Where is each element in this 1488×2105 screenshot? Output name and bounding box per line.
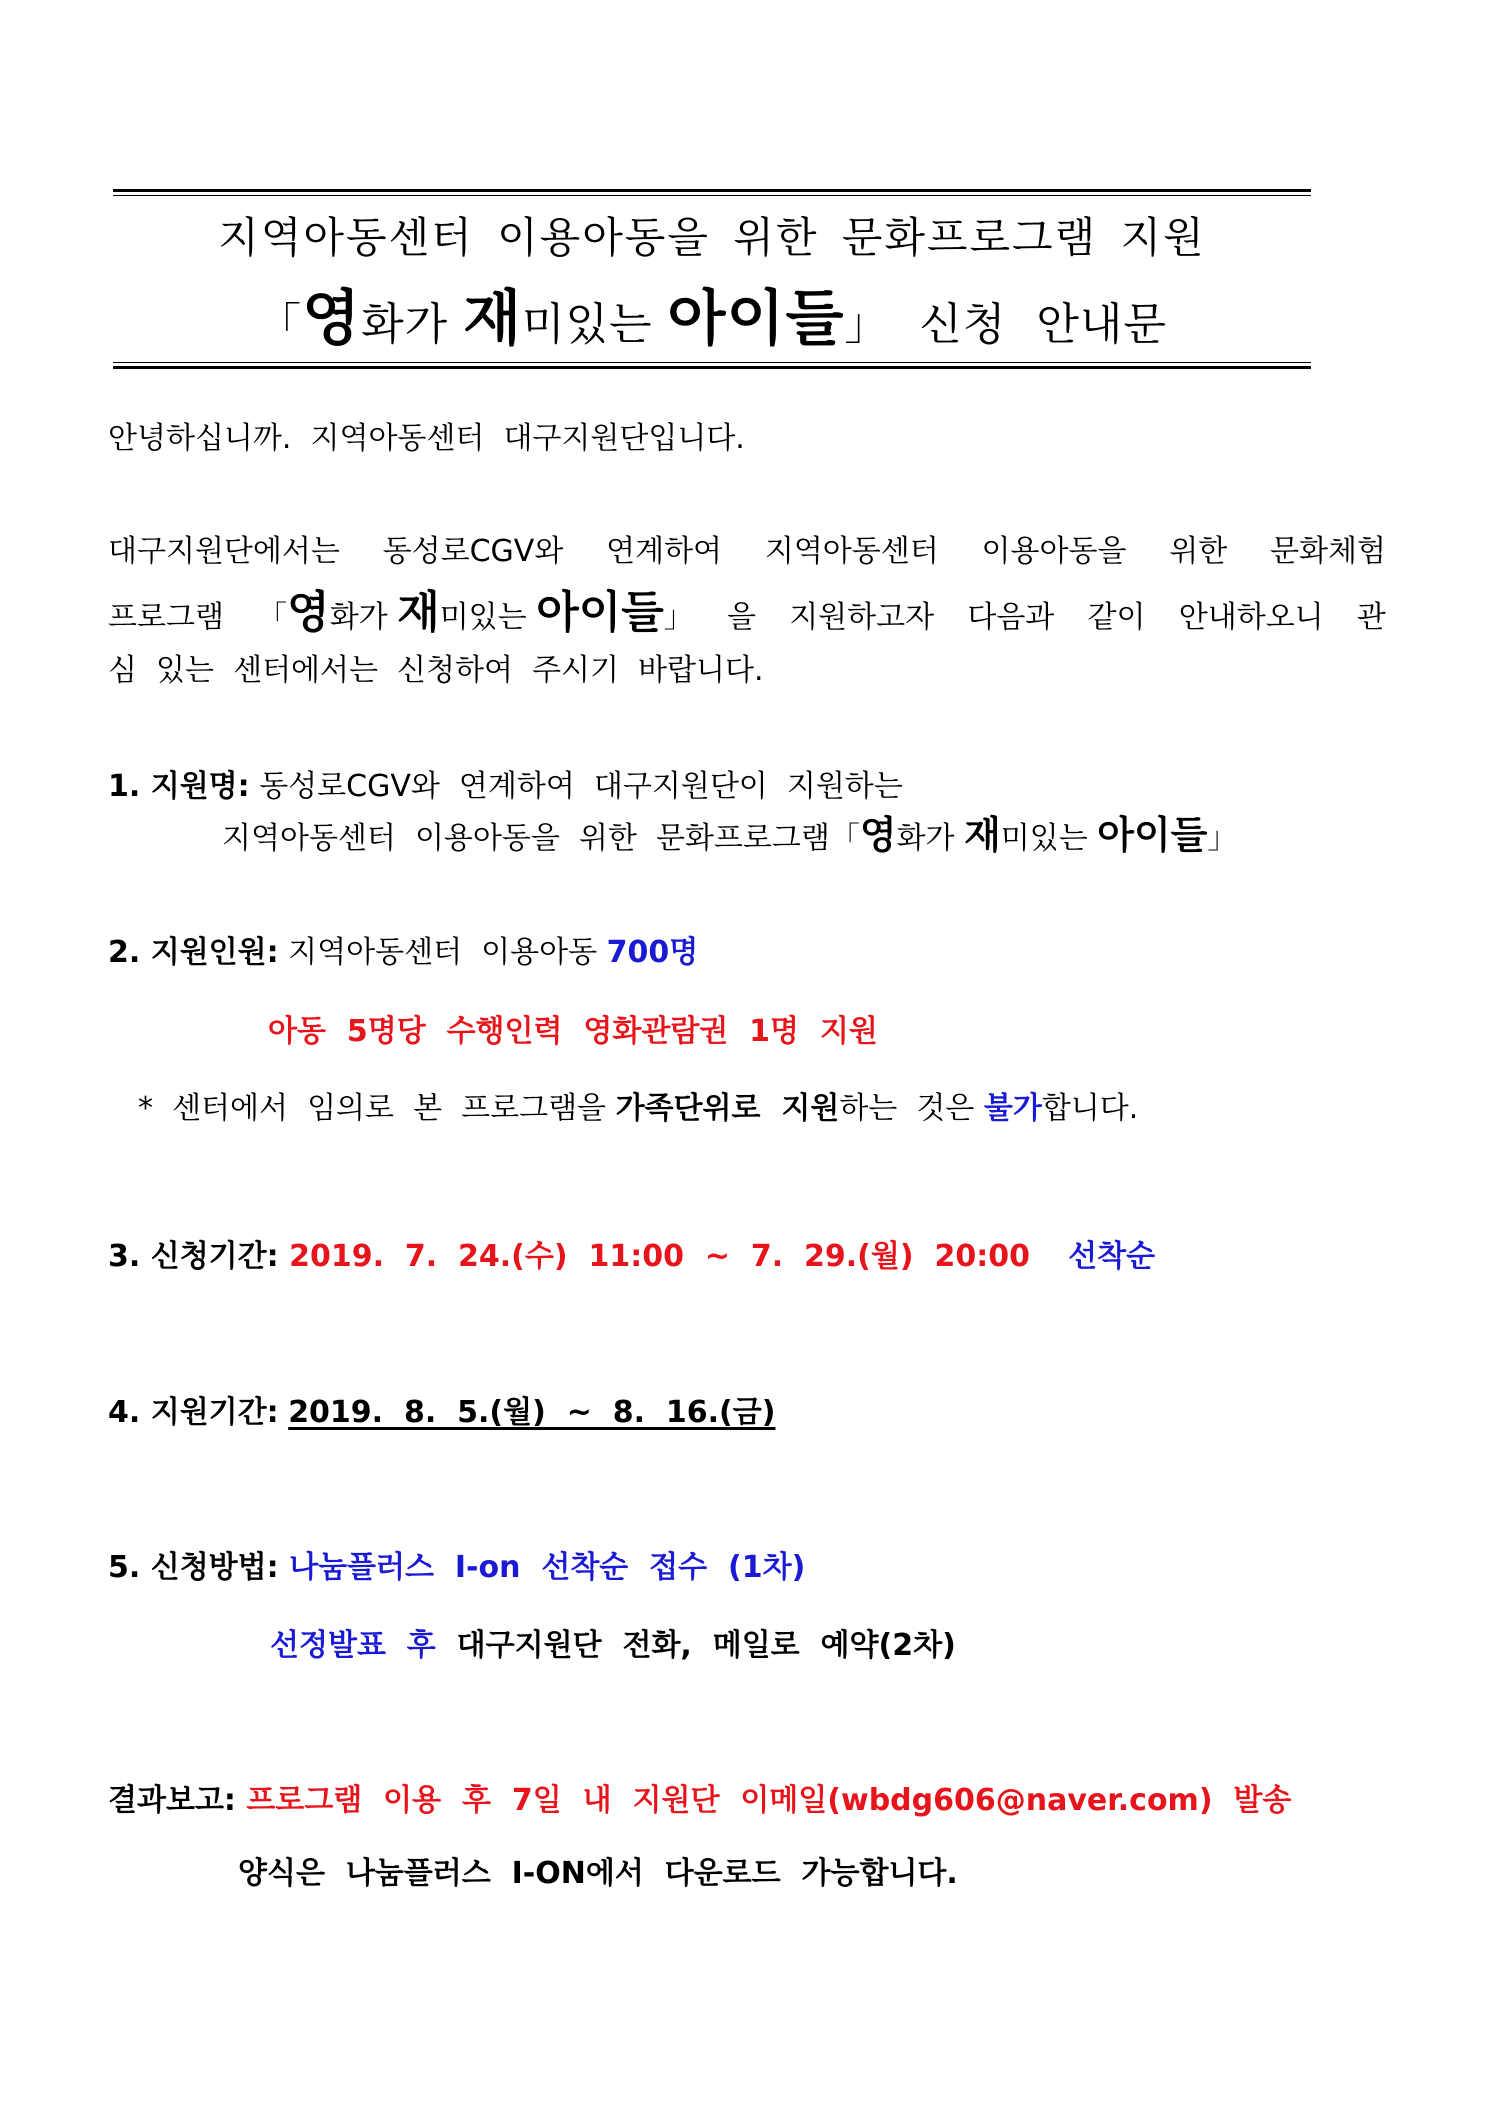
section-5-method-2-blue: 선정발표 후 — [270, 1628, 436, 1663]
title-tail: 신청 안내문 — [889, 299, 1167, 350]
intro-word: 같이 — [1087, 600, 1146, 635]
section-2-star-note: * 센터에서 임의로 본 프로그램을 가족단위로 지원하는 것은 불가합니다. — [138, 1091, 1139, 1126]
title-bottom-rule — [113, 362, 1311, 369]
section-5-method-2-black: 대구지원단 전화, 메일로 예약(2차) — [435, 1628, 956, 1663]
section-5-line-1 — [108, 1550, 806, 1585]
intro-line-2 — [108, 576, 1386, 640]
title-line-1: 지역아동센터 이용아동을 위한 문화프로그램 지원 — [218, 213, 1206, 262]
intro-word: 지원하고자 — [789, 600, 935, 635]
section-5-line-2 — [270, 1628, 956, 1663]
title-text-1: 화가 — [361, 299, 464, 350]
intro-line-3: 심 있는 센터에서는 신청하여 주시기 바랍니다. — [108, 653, 764, 688]
intro-word: 지역아동센터 — [764, 534, 939, 569]
section-2-line-1 — [108, 935, 699, 970]
section-3-period: 2019. 7. 24.(수) 11:00 ~ 7. 29.(월) 20:00 — [278, 1239, 1030, 1274]
title-top-rule — [113, 189, 1311, 196]
section-2-label: 2. 지원인원: — [108, 935, 279, 970]
result-label: 결과보고: — [108, 1783, 236, 1818]
result-text: 프로그램 이용 후 7일 내 지원단 이메일(wbdg606@naver.com) 발송 — [235, 1783, 1292, 1818]
section-4-line — [108, 1395, 776, 1430]
intro-word: 대구지원단에서는 — [108, 534, 340, 569]
section-1-line-1 — [108, 769, 903, 804]
section-4-period: 2019. 8. 5.(월) ~ 8. 16.(금) — [288, 1395, 776, 1430]
section-5-method-1: 나눔플러스 I-on 선착순 접수 (1차) — [278, 1550, 806, 1585]
intro-word: 연계하여 — [606, 534, 723, 569]
title-bracket-close: 」 — [844, 299, 890, 350]
section-1-line-2: 지역아동센터 이용아동을 위한 문화프로그램「영화가 재미있는 아이들」 — [222, 813, 1238, 857]
section-5-label: 5. 신청방법: — [108, 1550, 279, 1585]
section-4-label: 4. 지원기간: — [108, 1395, 279, 1430]
section-2-count: 700명 — [606, 935, 699, 970]
intro-word: 다음과 — [967, 600, 1055, 635]
result-form-note: 양식은 나눔플러스 I-ON에서 다운로드 가능합니다. — [238, 1856, 958, 1891]
intro-word: 안내하오니 — [1178, 600, 1324, 635]
intro-word: 을 — [726, 600, 756, 635]
intro-word: 관 — [1356, 600, 1386, 635]
section-3-line — [108, 1239, 1156, 1274]
section-2-text: 지역아동센터 이용아동 — [278, 935, 607, 970]
title-text-2: 미있는 — [522, 299, 668, 350]
title-bracket-open: 「 — [257, 299, 303, 350]
title-big-char-1: 영 — [302, 284, 362, 354]
intro-word: 문화체험 — [1270, 534, 1386, 569]
section-1-label: 1. 지원명: — [108, 769, 250, 804]
section-1-text: 동성로CGV와 연계하여 대구지원단이 지원하는 — [249, 769, 903, 804]
title-box — [113, 189, 1311, 369]
result-line-1 — [108, 1783, 1292, 1818]
title-big-char-2: 재 — [463, 284, 523, 354]
greeting: 안녕하십니까. 지역아동센터 대구지원단입니다. — [108, 421, 745, 456]
title-line-2 — [113, 271, 1311, 357]
section-3-label: 3. 신청기간: — [108, 1239, 279, 1274]
intro-word: 동성로CGV와 — [382, 534, 564, 569]
intro-line-1 — [108, 526, 1386, 570]
intro-program-name: 「영화가 재미있는 아이들」 — [257, 587, 694, 638]
section-2-note: 아동 5명당 수행인력 영화관람권 1명 지원 — [268, 1014, 878, 1049]
section-3-first-come: 선착순 — [1068, 1239, 1156, 1274]
title-big-word: 아이들 — [667, 284, 845, 354]
intro-word: 프로그램 — [108, 600, 224, 635]
intro-word: 위한 — [1169, 534, 1228, 569]
intro-word: 이용아동을 — [981, 534, 1127, 569]
